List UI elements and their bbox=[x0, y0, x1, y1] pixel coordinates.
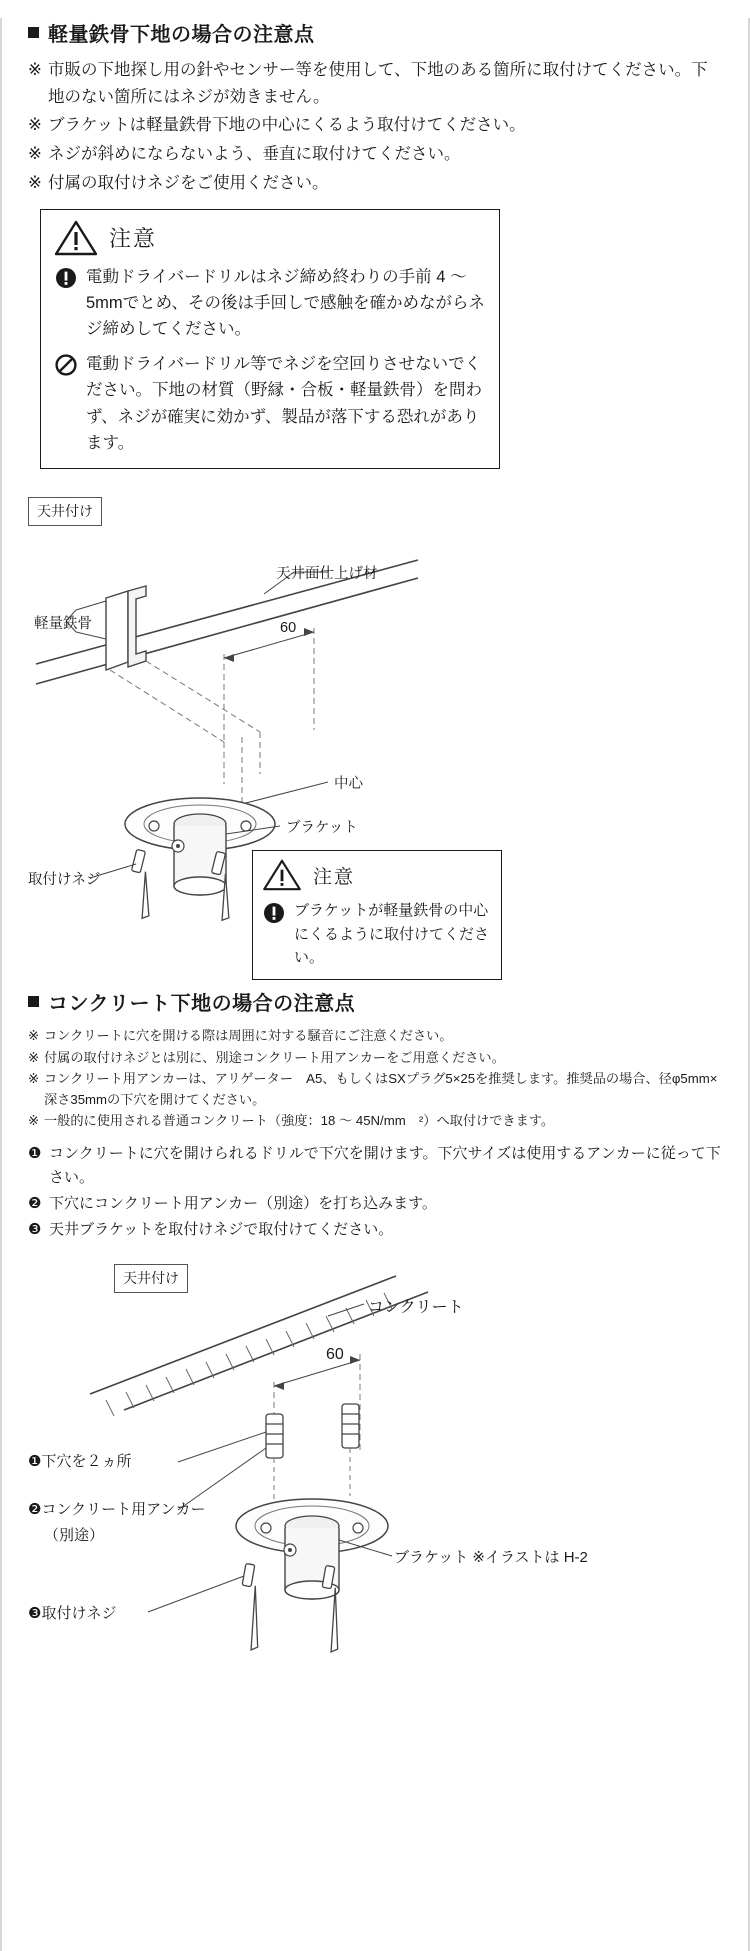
figure2-tag-wrap bbox=[114, 1264, 188, 1293]
note-mark: ※ bbox=[28, 1049, 40, 1065]
step-number: ❸ bbox=[28, 1220, 42, 1238]
label-mounting-screw-text: 取付けネジ bbox=[41, 1604, 117, 1622]
caution-title: 注意 bbox=[109, 226, 158, 252]
note-text: 付属の取付けネジをご使用ください。 bbox=[48, 173, 329, 192]
square-bullet-icon bbox=[28, 996, 39, 1007]
note-mark: ※ bbox=[28, 116, 42, 135]
step-text: 下穴にコンクリート用アンカー（別途）を打ち込みます。 bbox=[49, 1194, 437, 1212]
section2-steps bbox=[28, 1142, 722, 1242]
marker-1: ❶ bbox=[28, 1452, 42, 1470]
prohibition-icon bbox=[55, 354, 77, 376]
note-text: コンクリートに穴を開ける際は周囲に対する騒音にご注意ください。 bbox=[44, 1028, 453, 1044]
note-text: 一般的に使用される普通コンクリート（強度：18 〜 45N/mm ²）へ取付けできます。 bbox=[44, 1113, 555, 1129]
note-mark: ※ bbox=[28, 1071, 40, 1087]
note-item bbox=[28, 170, 722, 197]
label-dimension-60: 60 bbox=[280, 620, 297, 637]
note-mark: ※ bbox=[28, 1113, 40, 1129]
marker-3: ❸ bbox=[28, 1604, 42, 1622]
caution-item-text: 電動ドライバードリル等でネジを空回りさせないでください。下地の材質（野縁・合板・軽量鉄骨）を問わず、ネジが確実に効かず、製品が落下する恐れがあります。 bbox=[86, 354, 482, 452]
note-text: コンクリート用アンカーは、アリゲーター A5、もしくはSXプラグ5×25を推奨します。推奨品の場合、径φ5mm×深さ35mmの下穴を開けてください。 bbox=[44, 1071, 718, 1107]
label-mounting-screw bbox=[28, 1602, 116, 1623]
note-item bbox=[28, 112, 722, 139]
note-text: 市販の下地探し用の針やセンサー等を使用して、下地のある箇所に取付けてください。下地のない箇所にはネジが効きません。 bbox=[48, 61, 708, 106]
note-text: ブラケットは軽量鉄骨下地の中心にくるよう取付けてください。 bbox=[48, 116, 526, 135]
figure2-illustration bbox=[28, 1264, 726, 1719]
section-heading-light-steel bbox=[28, 18, 722, 47]
section-heading-concrete bbox=[28, 987, 722, 1016]
caution-item-text: ブラケットが軽量鉄骨の中心にくるように取付けてください。 bbox=[294, 902, 490, 966]
figure1-tag: 天井付け bbox=[28, 497, 102, 526]
document-page bbox=[0, 18, 750, 1951]
section1-heading-text: 軽量鉄骨下地の場合の注意点 bbox=[48, 24, 315, 46]
caution-box-light-steel bbox=[40, 209, 500, 470]
marker-2: ❷ bbox=[28, 1500, 42, 1518]
step-number: ❶ bbox=[28, 1144, 42, 1162]
figure-ceiling-concrete bbox=[28, 1264, 726, 1719]
caution-item bbox=[263, 899, 491, 969]
label-anchor bbox=[28, 1498, 206, 1519]
note-item bbox=[28, 1069, 722, 1110]
step-item bbox=[28, 1142, 722, 1190]
note-item bbox=[28, 1111, 722, 1131]
note-item bbox=[28, 141, 722, 168]
caution-item bbox=[55, 351, 485, 457]
label-center: 中心 bbox=[334, 776, 363, 793]
figure-ceiling-light-steel bbox=[28, 534, 726, 966]
note-text: 付属の取付けネジとは別に、別途コンクリート用アンカーをご用意ください。 bbox=[44, 1049, 505, 1065]
label-anchor-sub: （別途） bbox=[44, 1526, 105, 1544]
caution-header bbox=[55, 220, 485, 256]
label-ceiling-finish: 天井面仕上げ材 bbox=[276, 566, 378, 583]
caution-title: 注意 bbox=[313, 866, 356, 888]
caution-box-bracket-center bbox=[252, 850, 502, 980]
label-pilot-holes-text: 下穴を２ヵ所 bbox=[41, 1452, 132, 1470]
label-bracket: ブラケット ※イラストは H-2 bbox=[394, 1548, 588, 1566]
label-dimension-60: 60 bbox=[326, 1345, 344, 1363]
warning-triangle-icon bbox=[55, 220, 97, 256]
note-mark: ※ bbox=[28, 145, 42, 164]
section2-heading-text: コンクリート下地の場合の注意点 bbox=[48, 993, 356, 1016]
square-bullet-icon bbox=[28, 27, 39, 38]
caution-header bbox=[263, 859, 491, 891]
step-item bbox=[28, 1218, 722, 1242]
step-item bbox=[28, 1192, 722, 1216]
note-text: ネジが斜めにならないよう、垂直に取付けてください。 bbox=[48, 145, 461, 164]
step-number: ❷ bbox=[28, 1194, 42, 1212]
note-mark: ※ bbox=[28, 1028, 40, 1044]
note-mark: ※ bbox=[28, 173, 42, 192]
label-bracket: ブラケット bbox=[286, 820, 358, 837]
label-mounting-screw: 取付けネジ bbox=[28, 872, 101, 889]
warning-triangle-icon bbox=[263, 859, 301, 891]
caution-item bbox=[55, 264, 485, 343]
exclamation-icon bbox=[263, 902, 285, 924]
note-item bbox=[28, 57, 722, 110]
step-text: 天井ブラケットを取付けネジで取付けてください。 bbox=[49, 1220, 394, 1238]
note-item bbox=[28, 1048, 722, 1068]
label-concrete: コンクリート bbox=[368, 1298, 464, 1316]
caution-item-text: 電動ドライバードリルはネジ締め終わりの手前 4 〜 5mmでとめ、その後は手回しで感触を確かめながらネジ締めしてください。 bbox=[86, 267, 486, 339]
figure2-tag: 天井付け bbox=[114, 1264, 188, 1293]
section1-notes bbox=[28, 57, 722, 197]
exclamation-icon bbox=[55, 267, 77, 289]
section2-notes bbox=[28, 1026, 722, 1131]
step-text: コンクリートに穴を開けられるドリルで下穴を開けます。下穴サイズは使用するアンカーに従って下さい。 bbox=[49, 1144, 721, 1186]
label-pilot-holes bbox=[28, 1450, 131, 1471]
note-item bbox=[28, 1026, 722, 1046]
note-mark: ※ bbox=[28, 61, 42, 79]
figure1-tag-wrap bbox=[28, 497, 722, 526]
label-light-steel: 軽量鉄骨 bbox=[34, 616, 92, 633]
label-anchor-text: コンクリート用アンカー bbox=[41, 1500, 206, 1518]
